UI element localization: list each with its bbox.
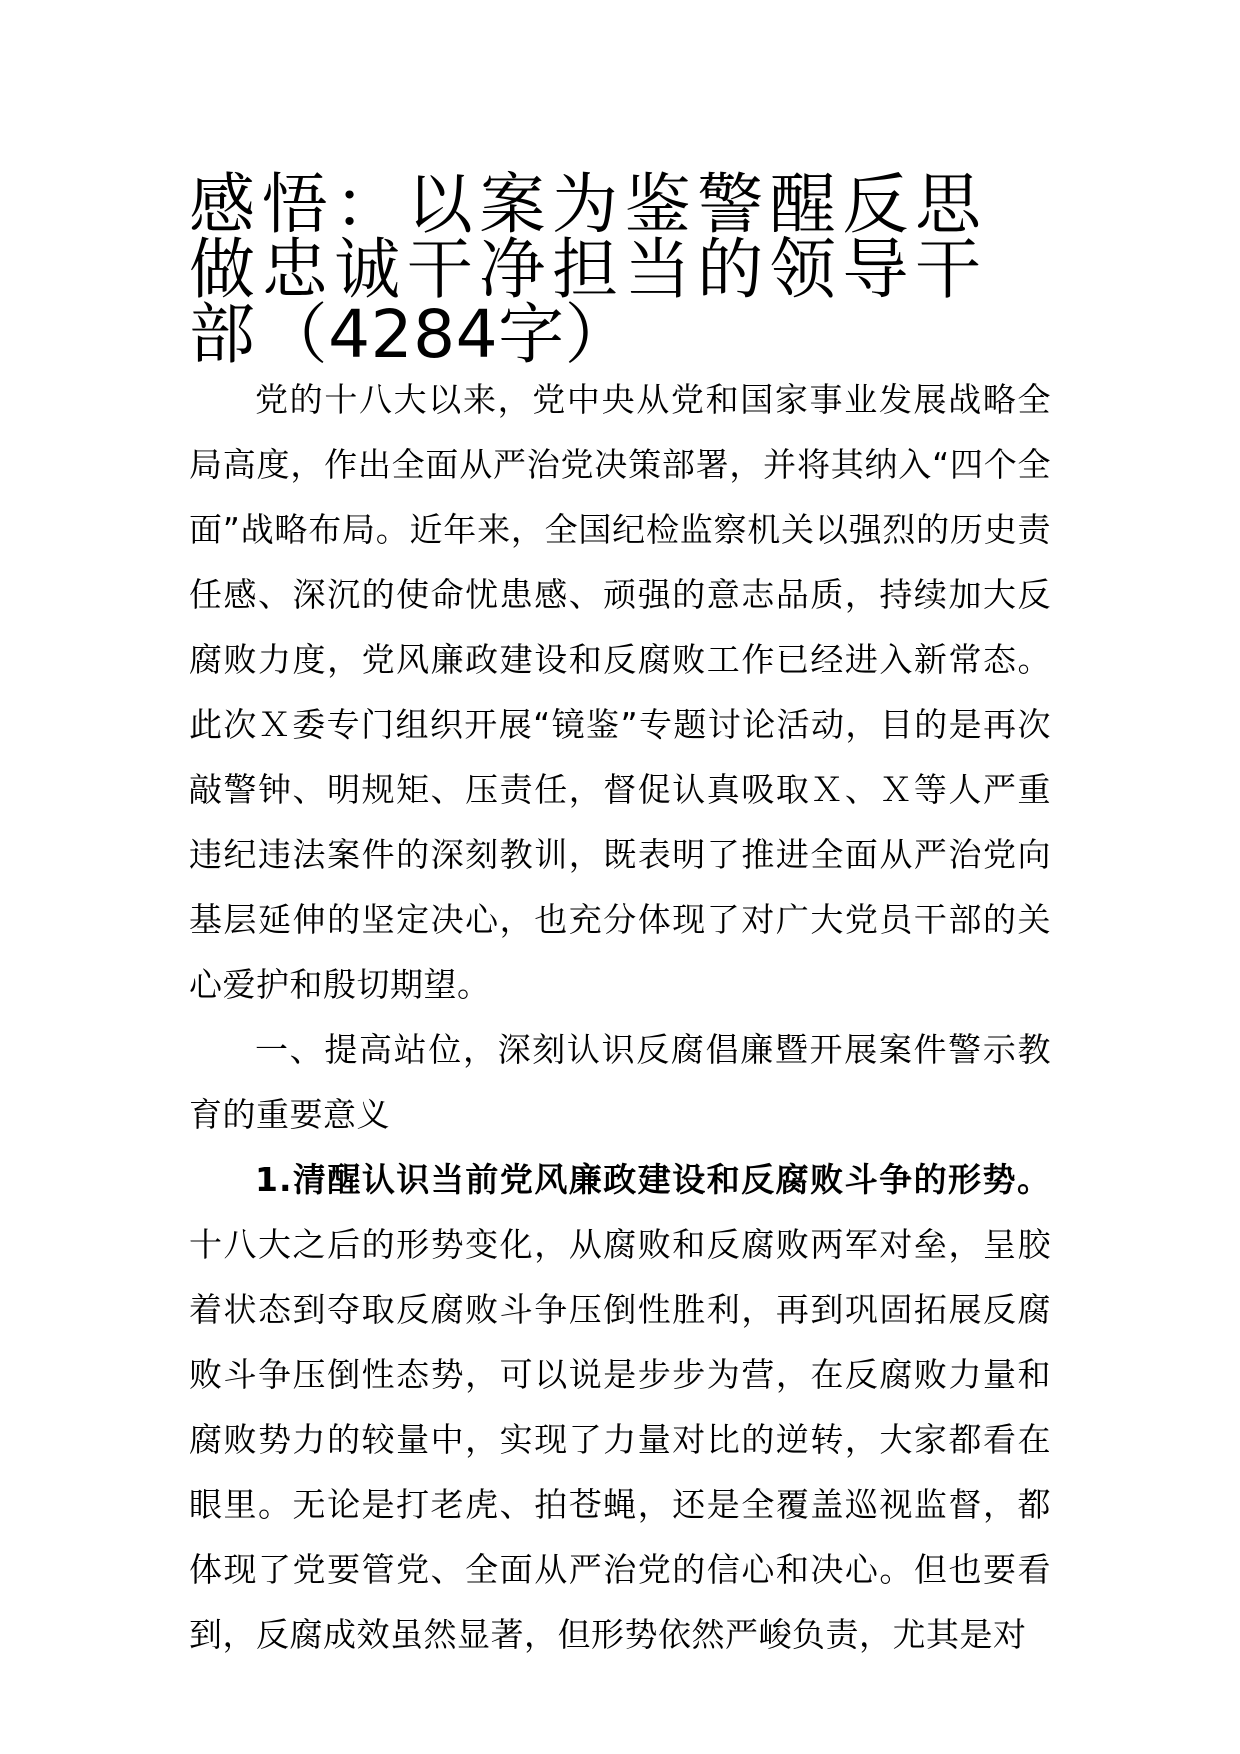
subsection-body: 十八大之后的形势变化，从腐败和反腐败两军对垒，呈胶着状态到夺取反腐败斗争压倒性胜利，再到巩固拓展反腐败斗争压倒性态势，可以说是步步为营，在反腐败力量和腐败势力的较量中，实现了力量对比的逆转，大家都看在眼里。无论是打老虎、拍苍蝇，还是全覆盖巡视监督，都体现了党要管党、全面从严治党的信心和决心。但也要看到，反腐成效虽然显著，但形势依然严峻负责，尤其是对 — [189, 1225, 1051, 1654]
subsection-heading: 1.清醒认识当前党风廉政建设和反腐败斗争的形势。 — [255, 1160, 1051, 1199]
title-text: 感悟：以案为鉴警醒反思做忠诚干净担当的领导干部 — [189, 166, 988, 373]
document-title — [189, 166, 1051, 373]
document-body — [189, 166, 1051, 1667]
section-heading: 一、提高站位，深刻认识反腐倡廉暨开展案件警示教育的重要意义 — [189, 1030, 1051, 1134]
word-count: （4284字） — [261, 296, 632, 373]
subsection-paragraph — [189, 1147, 1051, 1667]
intro-paragraph: 党的十八大以来，党中央从党和国家事业发展战略全局高度，作出全面从严治党决策部署，并将其纳入“四个全面”战略布局。近年来，全国纪检监察机关以强烈的历史责任感、深沉的使命忧患感、顽强的意志品质，持续加大反腐败力度，党风廉政建设和反腐败工作已经进入新常态。此次Ｘ委专门组织开展“镜鉴”专题讨论活动，目的是再次敲警钟、明规矩、压责任，督促认真吸取Ｘ、Ｘ等人严重违纪违法案件的深刻教训，既表明了推进全面从严治党向基层延伸的坚定决心，也充分体现了对广大党员干部的关心爱护和殷切期望。 — [189, 380, 1051, 1004]
